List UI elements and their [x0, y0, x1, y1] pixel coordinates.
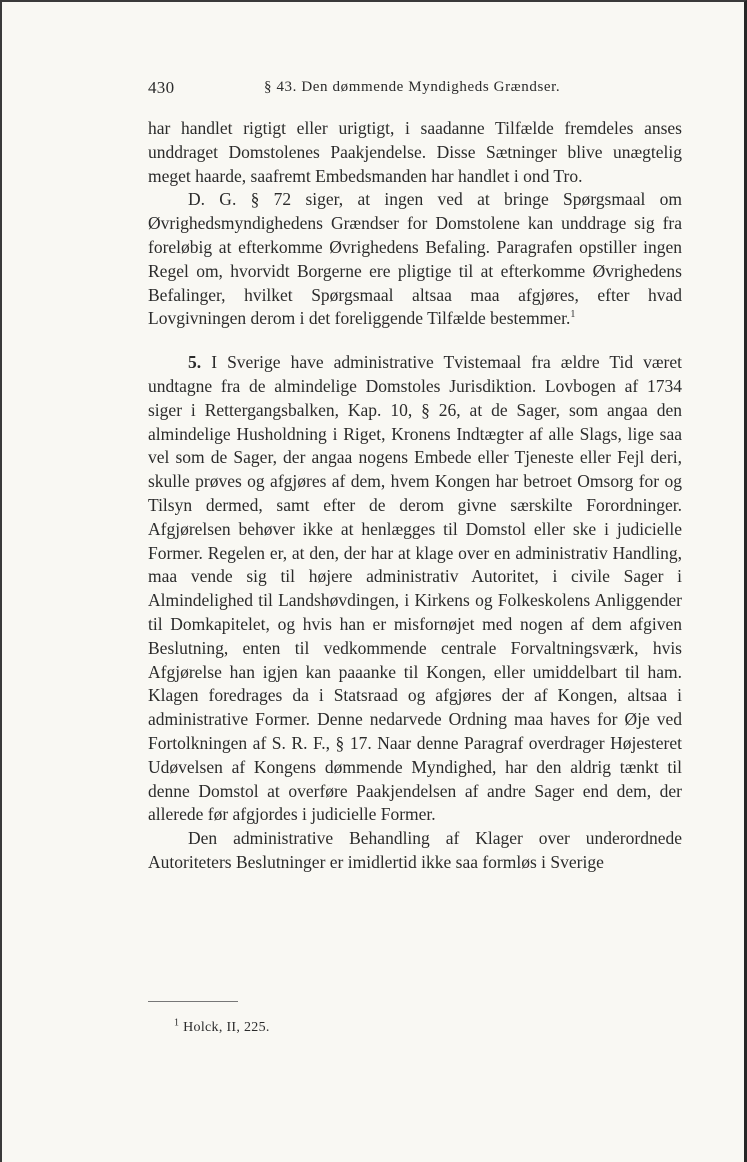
paragraph-1 [148, 117, 682, 188]
footnote [174, 1019, 270, 1037]
paragraph-1-text: har handlet rigtigt eller urigtigt, i saadanne Tilfælde fremdeles anses unddraget Domstolenes Paakjendelse. Disse Sætninger blive unægtelig meget haarde, saafremt Embedsmanden har handlet i ond Tro. [148, 118, 682, 186]
running-title: § 43. Den dømmende Myndigheds Grændser. [264, 79, 561, 95]
body-text [148, 117, 682, 875]
paragraph-2 [148, 188, 682, 331]
footnote-divider [148, 1001, 238, 1002]
paragraph-4-text: Den administrative Behandling af Klager over underordnede Autoriteters Beslutninger er imidlertid ikke saa formløs i Sverige [148, 828, 682, 872]
footnote-text: Holck, II, 225. [183, 1020, 270, 1035]
footnote-mark: 1 [174, 1017, 180, 1029]
paragraph-3 [148, 351, 682, 827]
page-number: 430 [148, 78, 175, 97]
footnote-reference[interactable]: 1 [570, 309, 576, 321]
section-number: 5. [188, 352, 202, 373]
paragraph-3-text: I Sverige have administrative Tvistemaal fra ældre Tid været undtagne fra de almindelige Domstoles Jurisdiktion. Lovbogen af 1734 siger i Rettergangsbalken, Kap. 10, § 26, at de Sager, som angaa den almindelige Husholdning i Riget, Kronens Indtægter af alle Slags, lige saa vel som de Sager, der angaa nogens Embede eller Tjeneste eller Fejl deri, skulle prøves og afgjøres af dem, hvem Kongen har betroet Omsorg for og Tilsyn dermed, samt efter de derom givne særskilte Forordninger. Afgjørelsen behøver ikke at henlægges til Domstol eller ske i judicielle Former. Regelen er, at den, der har at klage over en administrativ Handling, maa vende sig til højere administrativ Autoritet, i civile Sager i Almindelighed til Landshøvdingen, i Kirkens og Folkeskolens Anliggender til Domkapitelet, og hvis han er misfornøjet med nogen af dem afgiven Beslutning, enten til vedkommende centrale Forvaltningsværk, hvis Afgjørelse han igjen kan paaanke til Kongen, eller umiddelbart til ham. Klagen foredrages da i Statsraad og afgjøres der af Kongen, altsaa i administrative Former. Denne nedarvede Ordning maa haves for Øje ved Fortolkningen af S. R. F., § 17. Naar denne Paragraf overdrager Højesteret Udøvelsen af Kongens dømmende Myndighed, har den aldrig tænkt til denne Domstol at overføre Paakjendelsen af andre Sager end dem, der allerede før afgjordes i judicielle Former. [148, 352, 683, 825]
paragraph-4 [148, 827, 682, 875]
running-header [148, 78, 682, 102]
paragraph-2-text: D. G. § 72 siger, at ingen ved at bringe Spørgsmaal om Øvrighedsmyndighedens Grændser for Domstolene kan unddrage sig fra foreløbig at efterkomme Øvrighedens Befaling. Paragrafen opstiller ingen Regel om, hvorvidt Borgerne ere pligtige til at efterkomme Øvrighedens Befalinger, hvilket Spørgsmaal altsaa maa afgjøres, efter hvad Lovgivningen derom i det foreliggende Tilfælde bestemmer. [148, 189, 682, 329]
